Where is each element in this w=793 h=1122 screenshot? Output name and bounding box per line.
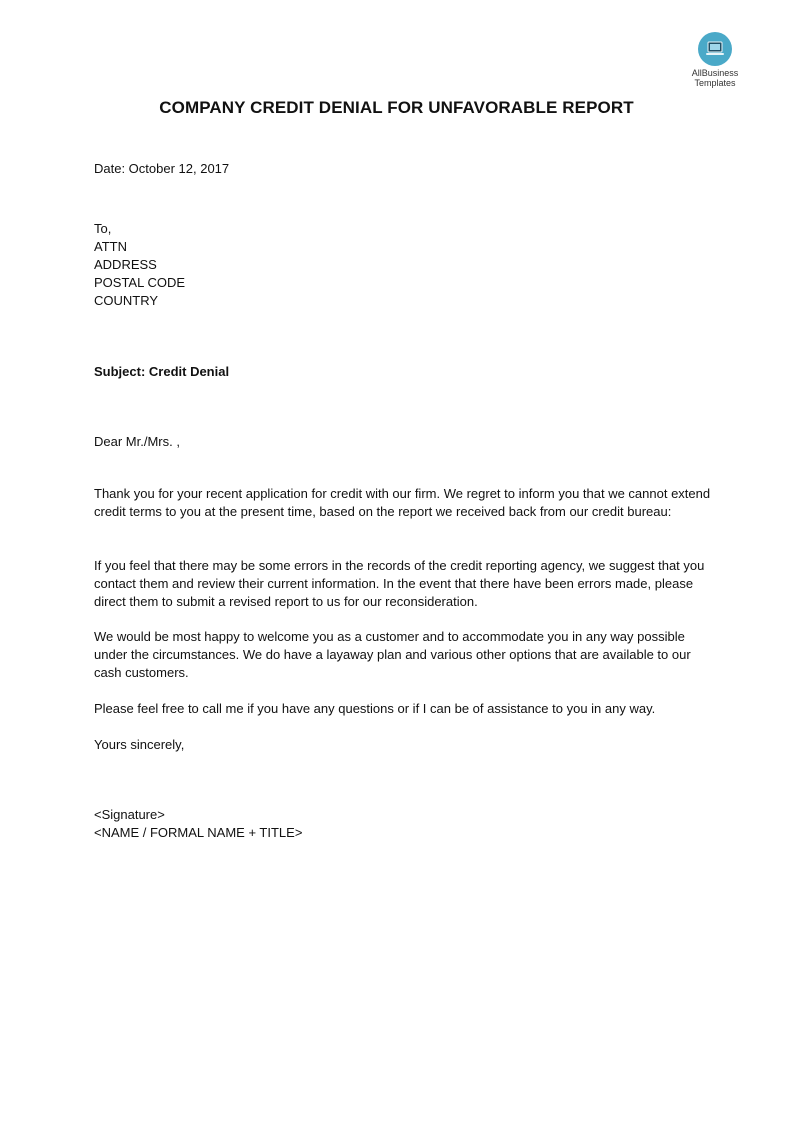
body-paragraph-1: Thank you for your recent application for credit with our firm. We regret to inform you that we cannot extend credit terms to you at the present time, based on the report we received back from our credit bureau:	[94, 486, 711, 519]
signature-placeholder: <Signature>	[94, 807, 165, 822]
address-to: To,	[94, 221, 112, 236]
body-paragraph-2: If you feel that there may be some errors in the records of the credit reporting agency, we suggest that you contact them and review their current information. In the event that there have been errors made, please direct them to submit a revised report to us for our reconsideration.	[94, 558, 705, 609]
logo-line-1: AllBusiness	[691, 68, 739, 78]
recipient-address	[94, 220, 714, 310]
letter-subject: Subject: Credit Denial	[94, 364, 230, 379]
body-paragraph-4: Please feel free to call me if you have any questions or if I can be of assistance to you in any way.	[94, 701, 656, 716]
letter-closing: Yours sincerely,	[94, 737, 185, 752]
laptop-icon	[698, 32, 732, 66]
logo-line-2: Templates	[694, 78, 736, 88]
letter-greeting: Dear Mr./Mrs. ,	[94, 434, 180, 449]
brand-logo	[684, 32, 746, 88]
address-line: ADDRESS	[94, 257, 157, 272]
address-country: COUNTRY	[94, 293, 159, 308]
signer-name: <NAME / FORMAL NAME + TITLE>	[94, 825, 303, 840]
address-attn: ATTN	[94, 239, 127, 254]
address-postal-code: POSTAL CODE	[94, 275, 186, 290]
letter-date: Date: October 12, 2017	[94, 161, 230, 176]
body-paragraph-3: We would be most happy to welcome you as a customer and to accommodate you in any way possible under the circumstances. We do have a layaway plan and various other options that are available to our cash customers.	[94, 629, 691, 680]
document-title: COMPANY CREDIT DENIAL FOR UNFAVORABLE REPORT	[159, 98, 634, 117]
logo-text	[684, 68, 746, 88]
signature-block	[94, 806, 714, 842]
